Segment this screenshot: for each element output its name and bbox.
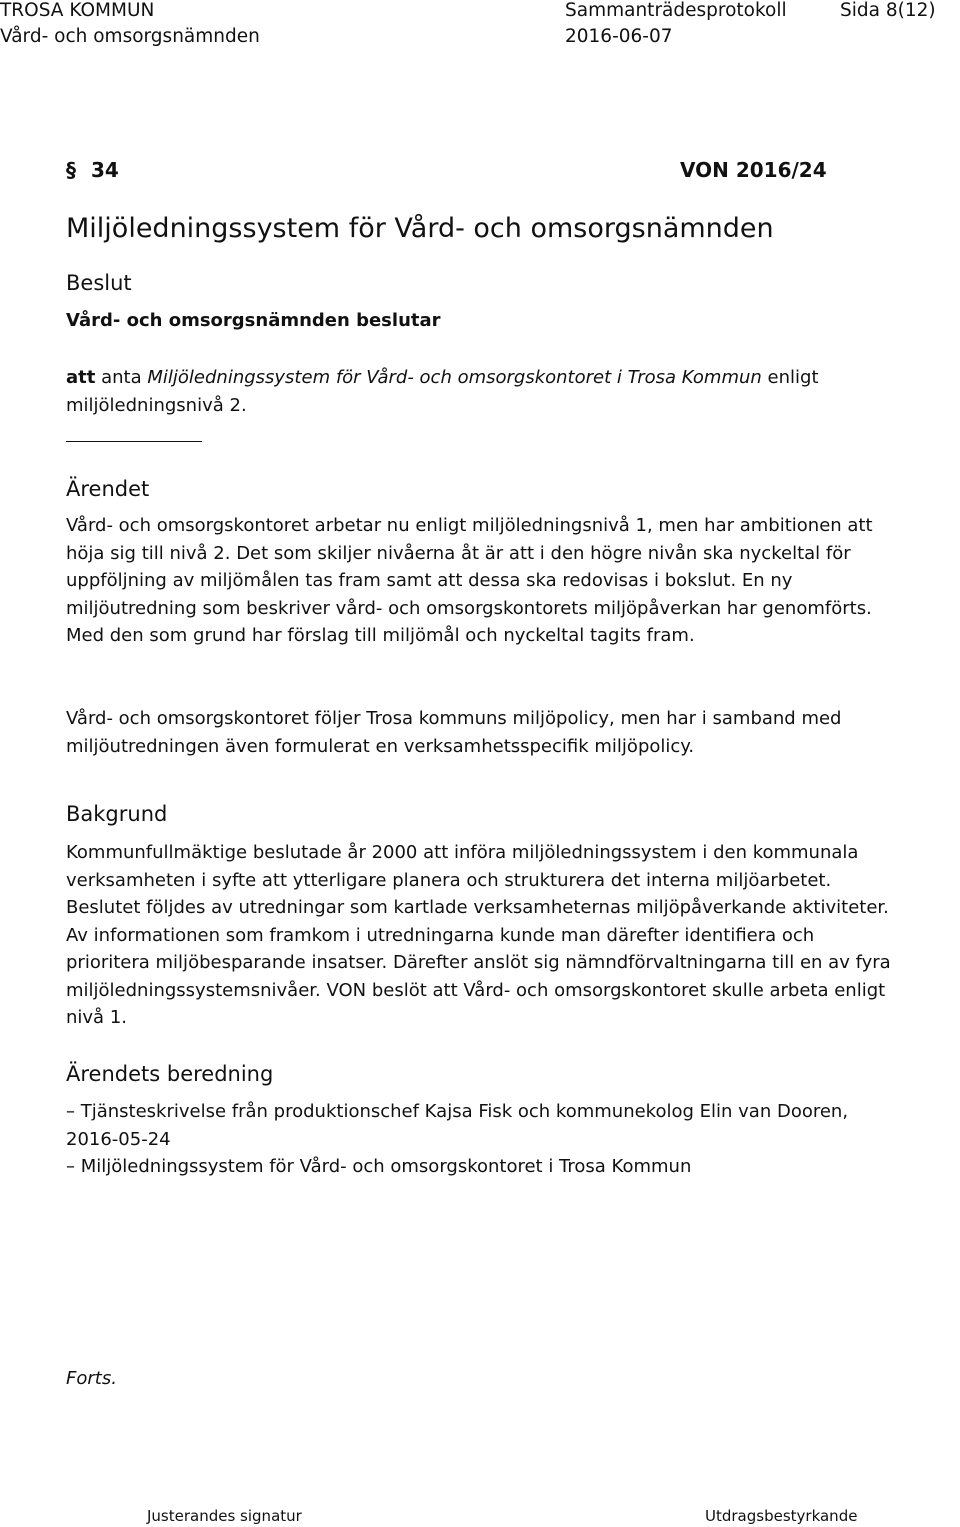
beredning-item-text: Miljöledningssystem för Vård- och omsorgskontoret i Trosa Kommun	[80, 1156, 692, 1177]
beslut-subheading: Vård- och omsorgsnämnden beslutar	[66, 310, 441, 331]
beslut-text-before: anta	[101, 367, 142, 388]
header-org: TROSA KOMMUN	[0, 0, 155, 21]
beredning-item-text: Tjänsteskrivelse från produktionschef Kajsa Fisk och kommunekolog Elin van Dooren, 2016-05-24	[66, 1101, 849, 1150]
footer-signature-label: Justerandes signatur	[147, 1507, 302, 1525]
case-reference: VON 2016/24	[680, 158, 827, 182]
beslut-decision	[66, 364, 906, 419]
paragraph-number-value: 34	[90, 158, 119, 182]
arendet-paragraph-1: Vård- och omsorgskontoret arbetar nu enligt miljöledningsnivå 1, men har ambitionen att höja sig till nivå 2. Det som skiljer nivåerna åt är att i den högre nivån ska nyckeltal för uppföljning av miljömålen tas fram samt att dessa ska redovisas i bokslut. En ny miljöutredning som beskriver vård- och omsorgskontorets miljöpåverkan har genomförts. Med den som grund har förslag till miljömål och nyckeltal tagits fram.	[66, 515, 873, 646]
att-keyword: att	[66, 367, 96, 388]
page-title: Miljöledningssystem för Vård- och omsorgsnämnden	[66, 213, 774, 244]
beredning-item	[66, 1153, 901, 1181]
beslut-heading: Beslut	[66, 271, 132, 295]
arendet-paragraph-2: Vård- och omsorgskontoret följer Trosa kommuns miljöpolicy, men har i samband med miljöutredningen även formulerat en verksamhetsspecifik miljöpolicy.	[66, 708, 842, 757]
list-dash: –	[66, 1156, 75, 1177]
beredning-list	[66, 1098, 901, 1181]
beslut-text-after: enligt miljöledningsnivå 2.	[66, 367, 819, 416]
header-date: 2016-06-07	[565, 26, 673, 47]
header-page-number: Sida 8(12)	[840, 0, 936, 21]
bakgrund-heading: Bakgrund	[66, 802, 168, 826]
arendet-heading: Ärendet	[66, 477, 150, 501]
beslut-document-name: Miljöledningssystem för Vård- och omsorgskontoret i Trosa Kommun	[147, 367, 762, 388]
header-committee: Vård- och omsorgsnämnden	[0, 26, 260, 47]
beredning-heading: Ärendets beredning	[66, 1062, 274, 1086]
beredning-item	[66, 1098, 901, 1153]
list-dash: –	[66, 1101, 75, 1122]
separator-line	[66, 441, 202, 442]
footer-extract-label: Utdragsbestyrkande	[705, 1507, 858, 1525]
paragraph-number	[66, 158, 119, 182]
continued-note: Forts.	[66, 1368, 117, 1389]
paragraph-symbol: §	[66, 158, 76, 182]
header-doc-type: Sammanträdesprotokoll	[565, 0, 787, 21]
bakgrund-paragraph: Kommunfullmäktige beslutade år 2000 att införa miljöledningssystem i den kommunala verksamheten i syfte att ytterligare planera och strukturera det interna miljöarbetet. Beslutet följdes av utredningar som kartlade verksamheternas miljöpåverkande aktiviteter. Av informationen som framkom i utredningarna kunde man därefter identifiera och prioritera miljöbesparande insatser. Därefter anslöt sig nämndförvaltningarna till en av fyra miljöledningssystemsnivåer. VON beslöt att Vård- och omsorgskontoret skulle arbeta enligt nivå 1.	[66, 842, 891, 1028]
